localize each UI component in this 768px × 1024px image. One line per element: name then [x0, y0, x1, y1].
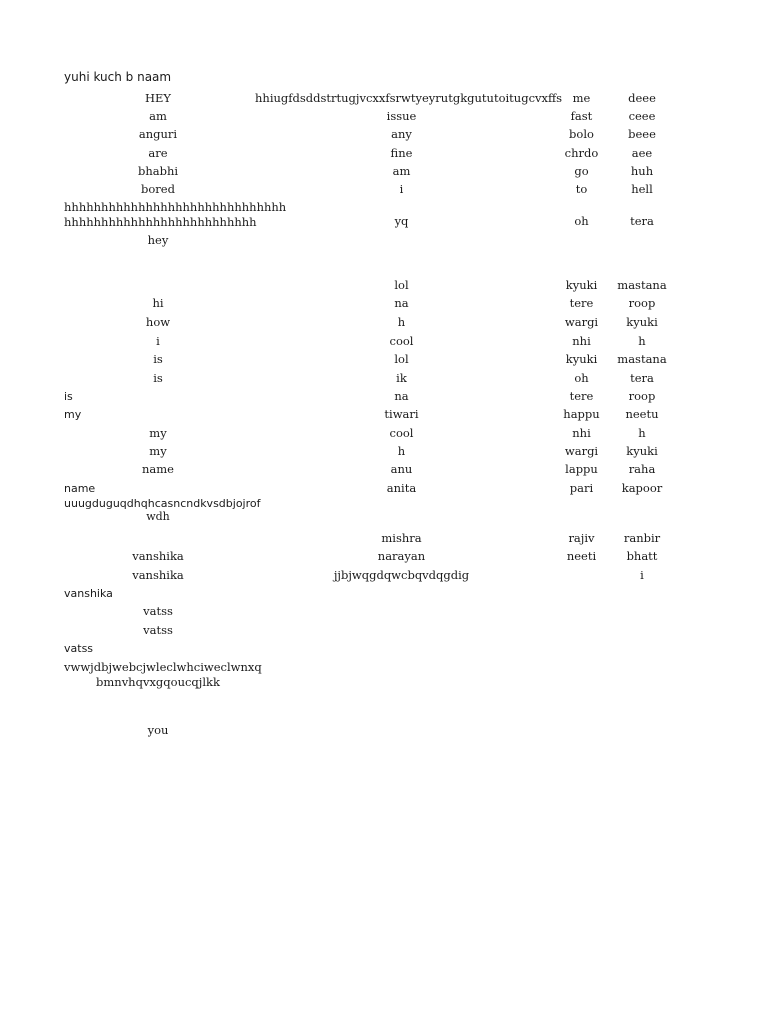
cell-col-b: tiwari	[384, 407, 419, 421]
cell-col-a: how	[145, 315, 171, 329]
cell-col-a: vatss	[64, 642, 94, 655]
cell-col-d: raha	[628, 462, 656, 476]
cell-col-c: oh	[574, 214, 589, 228]
cell-col-c: wargi	[564, 315, 599, 329]
cell-col-a: my	[149, 426, 167, 440]
cell-col-b: ik	[396, 371, 407, 385]
cell-col-d: deee	[628, 91, 656, 105]
cell-col-d: kyuki	[626, 444, 658, 458]
cell-col-b: am	[392, 164, 411, 178]
cell-col-d: h	[638, 334, 646, 348]
cell-col-d: ceee	[628, 109, 656, 123]
cell-col-c: kyuki	[565, 352, 598, 366]
cell-col-a: hi	[152, 296, 164, 310]
cell-col-d: i	[640, 568, 644, 582]
cell-col-d: kyuki	[626, 315, 658, 329]
cell-col-a: vatss	[143, 604, 173, 618]
cell-col-d: mastana	[617, 352, 667, 366]
cell-col-d: beee	[628, 127, 656, 141]
cell-col-c: tere	[569, 296, 594, 310]
cell-col-a: is	[153, 352, 163, 366]
cell-col-a	[64, 200, 287, 230]
cell-col-a-line-2: bmnvhqvxgqoucqjlkk	[96, 675, 220, 689]
cell-col-c: me	[572, 91, 591, 105]
sheet-title: yuhi kuch b naam	[64, 70, 172, 84]
cell-col-a-line-2: wdh	[146, 510, 170, 523]
cell-col-a: my	[149, 444, 167, 458]
cell-col-b: cool	[389, 426, 414, 440]
cell-col-c: to	[575, 182, 588, 196]
cell-col-a: anguri	[138, 127, 178, 141]
cell-col-b: narayan	[377, 549, 426, 563]
cell-col-b: lol	[394, 278, 409, 292]
cell-col-a: hey	[147, 233, 169, 247]
cell-col-a: i	[156, 334, 160, 348]
cell-col-c: pari	[569, 481, 594, 495]
cell-col-d: h	[638, 426, 646, 440]
cell-col-d: neetu	[625, 407, 659, 421]
cell-col-c: chrdo	[564, 146, 599, 160]
cell-col-b: jjbjwqgdqwcbqvdqgdig	[333, 568, 470, 582]
cell-col-a: my	[64, 408, 82, 421]
cell-col-a: name	[142, 462, 174, 476]
cell-col-b: h	[397, 315, 406, 329]
cell-col-d: ranbir	[623, 531, 661, 545]
cell-col-a: is	[153, 371, 163, 385]
cell-col-b: i	[399, 182, 404, 196]
cell-col-a: bhabhi	[137, 164, 179, 178]
cell-col-a	[64, 660, 262, 690]
cell-col-d: tera	[630, 214, 654, 228]
cell-col-d: bhatt	[626, 549, 658, 563]
cell-col-b: mishra	[381, 531, 422, 545]
cell-col-d: roop	[628, 389, 656, 403]
cell-col-c: nhi	[572, 426, 591, 440]
cell-col-b: na	[394, 389, 409, 403]
cell-col-b: issue	[386, 109, 417, 123]
cell-col-a: vanshika	[64, 587, 113, 600]
cell-col-b: lol	[394, 352, 409, 366]
cell-col-d: aee	[631, 146, 653, 160]
cell-col-d: mastana	[617, 278, 667, 292]
cell-col-b: h	[397, 444, 406, 458]
cell-col-a: am	[149, 109, 167, 123]
cell-col-a: HEY	[144, 91, 171, 105]
cell-col-a: vatss	[143, 623, 173, 637]
cell-col-a: vanshika	[132, 549, 184, 563]
cell-col-a-line-1: vwwjdbjwebcjwleclwhciweclwnxq	[64, 660, 262, 674]
cell-col-b: anita	[386, 481, 417, 495]
cell-col-b: cool	[389, 334, 414, 348]
cell-col-c: lappu	[565, 462, 598, 476]
cell-col-d: hell	[631, 182, 653, 196]
cell-col-a: are	[148, 146, 168, 160]
cell-col-c: kyuki	[565, 278, 598, 292]
cell-col-c: oh	[574, 371, 589, 385]
cell-col-c: go	[574, 164, 589, 178]
cell-col-c: tere	[569, 389, 594, 403]
cell-col-d: tera	[630, 371, 654, 385]
cell-col-c: rajiv	[568, 531, 595, 545]
cell-col-c: happu	[563, 407, 600, 421]
cell-col-a	[64, 497, 261, 523]
cell-col-c: nhi	[572, 334, 591, 348]
cell-col-b: yq	[394, 214, 409, 228]
cell-col-b: hhiugfdsddstrtugjvcxxfsrwtyeyrutgkgututoitugcvxffs	[255, 91, 563, 105]
cell-col-a: bored	[141, 182, 175, 196]
cell-col-b: any	[391, 127, 412, 141]
cell-col-a: you	[147, 723, 169, 737]
cell-col-a: name	[64, 482, 96, 495]
cell-col-b: na	[394, 296, 409, 310]
cell-col-a: vanshika	[132, 568, 184, 582]
cell-col-a-line-1: hhhhhhhhhhhhhhhhhhhhhhhhhhhhhh	[64, 200, 287, 214]
cell-col-d: huh	[630, 164, 654, 178]
cell-col-b: fine	[390, 146, 413, 160]
cell-col-a-line-2: hhhhhhhhhhhhhhhhhhhhhhhhhh	[64, 215, 257, 229]
cell-col-c: fast	[570, 109, 593, 123]
cell-col-a: is	[64, 390, 73, 403]
cell-col-b: anu	[390, 462, 413, 476]
cell-col-d: roop	[628, 296, 656, 310]
cell-col-a-line-1: uuugduguqdhqhcasncndkvsdbjojrof	[64, 497, 261, 510]
cell-col-c: neeti	[566, 549, 597, 563]
cell-col-c: bolo	[569, 127, 594, 141]
cell-col-d: kapoor	[621, 481, 663, 495]
cell-col-c: wargi	[564, 444, 599, 458]
